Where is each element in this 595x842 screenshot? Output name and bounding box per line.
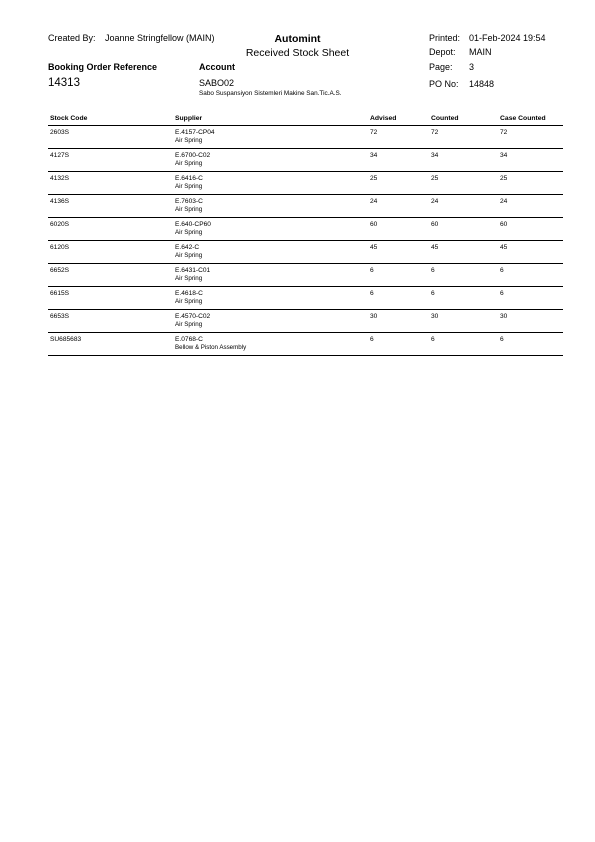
item-description: Air Spring (175, 183, 203, 190)
advised-qty: 6 (370, 336, 374, 343)
company-name: Automint (274, 33, 321, 45)
supplier-code: E.6431-C01 (175, 267, 211, 274)
table-row (48, 149, 563, 172)
advised-qty: 72 (370, 129, 378, 136)
item-description: Air Spring (175, 137, 203, 144)
table-row (48, 287, 563, 310)
item-description: Air Spring (175, 160, 203, 167)
booking-ref-value: 14313 (48, 77, 80, 89)
stock-code: 6020S (50, 221, 70, 228)
printed-label: Printed: (429, 33, 461, 43)
case-counted-qty: 60 (500, 221, 508, 228)
case-counted-qty: 6 (500, 336, 504, 343)
stock-table (48, 114, 563, 356)
table-row (48, 264, 563, 287)
account-name: Sabo Suspansiyon Sistemleri Makine San.Tic.A.S. (199, 90, 342, 97)
advised-qty: 24 (370, 198, 378, 205)
supplier-code: E.6700-C02 (175, 152, 211, 159)
case-counted-qty: 6 (500, 267, 504, 274)
printed-value: 01-Feb-2024 19:54 (469, 33, 546, 43)
table-row (48, 333, 563, 356)
stock-code: 6615S (50, 290, 70, 297)
advised-qty: 6 (370, 267, 374, 274)
advised-qty: 6 (370, 290, 374, 297)
col-counted: Counted (431, 115, 459, 122)
supplier-code: E.7603-C (175, 198, 203, 205)
account-code: SABO02 (199, 78, 235, 88)
counted-qty: 6 (431, 336, 435, 343)
counted-qty: 45 (431, 244, 439, 251)
item-description: Air Spring (175, 252, 203, 259)
table-row (48, 218, 563, 241)
case-counted-qty: 6 (500, 290, 504, 297)
advised-qty: 60 (370, 221, 378, 228)
table-row (48, 172, 563, 195)
case-counted-qty: 34 (500, 152, 508, 159)
sheet-title: Received Stock Sheet (245, 47, 350, 59)
stock-code: 6120S (50, 244, 70, 251)
supplier-code: E.4570-C02 (175, 313, 211, 320)
case-counted-qty: 30 (500, 313, 508, 320)
stock-code: 6653S (50, 313, 70, 320)
case-counted-qty: 25 (500, 175, 508, 182)
created-by-value: Joanne Stringfellow (MAIN) (105, 33, 215, 43)
counted-qty: 6 (431, 267, 435, 274)
counted-qty: 34 (431, 152, 439, 159)
stock-code: 2603S (50, 129, 70, 136)
stock-code: 4132S (50, 175, 70, 182)
advised-qty: 25 (370, 175, 378, 182)
supplier-code: E.6416-C (175, 175, 203, 182)
stock-code: SU685683 (50, 336, 82, 343)
supplier-code: E.640-CP60 (175, 221, 211, 228)
supplier-code: E.4618-C (175, 290, 203, 297)
col-stock-code: Stock Code (50, 115, 88, 122)
table-row (48, 126, 563, 149)
case-counted-qty: 24 (500, 198, 508, 205)
col-advised: Advised (370, 115, 397, 122)
col-supplier: Supplier (175, 115, 203, 122)
po-value: 14848 (469, 79, 495, 89)
item-description: Air Spring (175, 275, 203, 282)
counted-qty: 25 (431, 175, 439, 182)
case-counted-qty: 72 (500, 129, 508, 136)
counted-qty: 60 (431, 221, 439, 228)
col-case-counted: Case Counted (500, 115, 546, 122)
stock-code: 6652S (50, 267, 70, 274)
advised-qty: 34 (370, 152, 378, 159)
table-row (48, 310, 563, 333)
supplier-code: E.4157-CP04 (175, 129, 215, 136)
stock-code: 4127S (50, 152, 70, 159)
depot-value: MAIN (469, 47, 492, 57)
page-value: 3 (469, 62, 475, 72)
counted-qty: 24 (431, 198, 439, 205)
booking-ref-label: Booking Order Reference (48, 62, 158, 72)
table-row (48, 195, 563, 218)
account-label: Account (199, 62, 235, 72)
item-description: Air Spring (175, 206, 203, 213)
counted-qty: 72 (431, 129, 439, 136)
stock-code: 4136S (50, 198, 70, 205)
supplier-code: E.0768-C (175, 336, 203, 343)
item-description: Air Spring (175, 321, 203, 328)
advised-qty: 45 (370, 244, 378, 251)
po-label: PO No: (429, 79, 459, 89)
case-counted-qty: 45 (500, 244, 508, 251)
created-by-label: Created By: (48, 33, 96, 43)
item-description: Air Spring (175, 229, 203, 236)
depot-label: Depot: (429, 47, 456, 57)
table-header (48, 114, 563, 126)
table-row (48, 241, 563, 264)
advised-qty: 30 (370, 313, 378, 320)
item-description: Bellow & Piston Assembly (175, 344, 247, 351)
page-label: Page: (429, 62, 453, 72)
counted-qty: 6 (431, 290, 435, 297)
item-description: Air Spring (175, 298, 203, 305)
supplier-code: E.642-C (175, 244, 200, 251)
counted-qty: 30 (431, 313, 439, 320)
